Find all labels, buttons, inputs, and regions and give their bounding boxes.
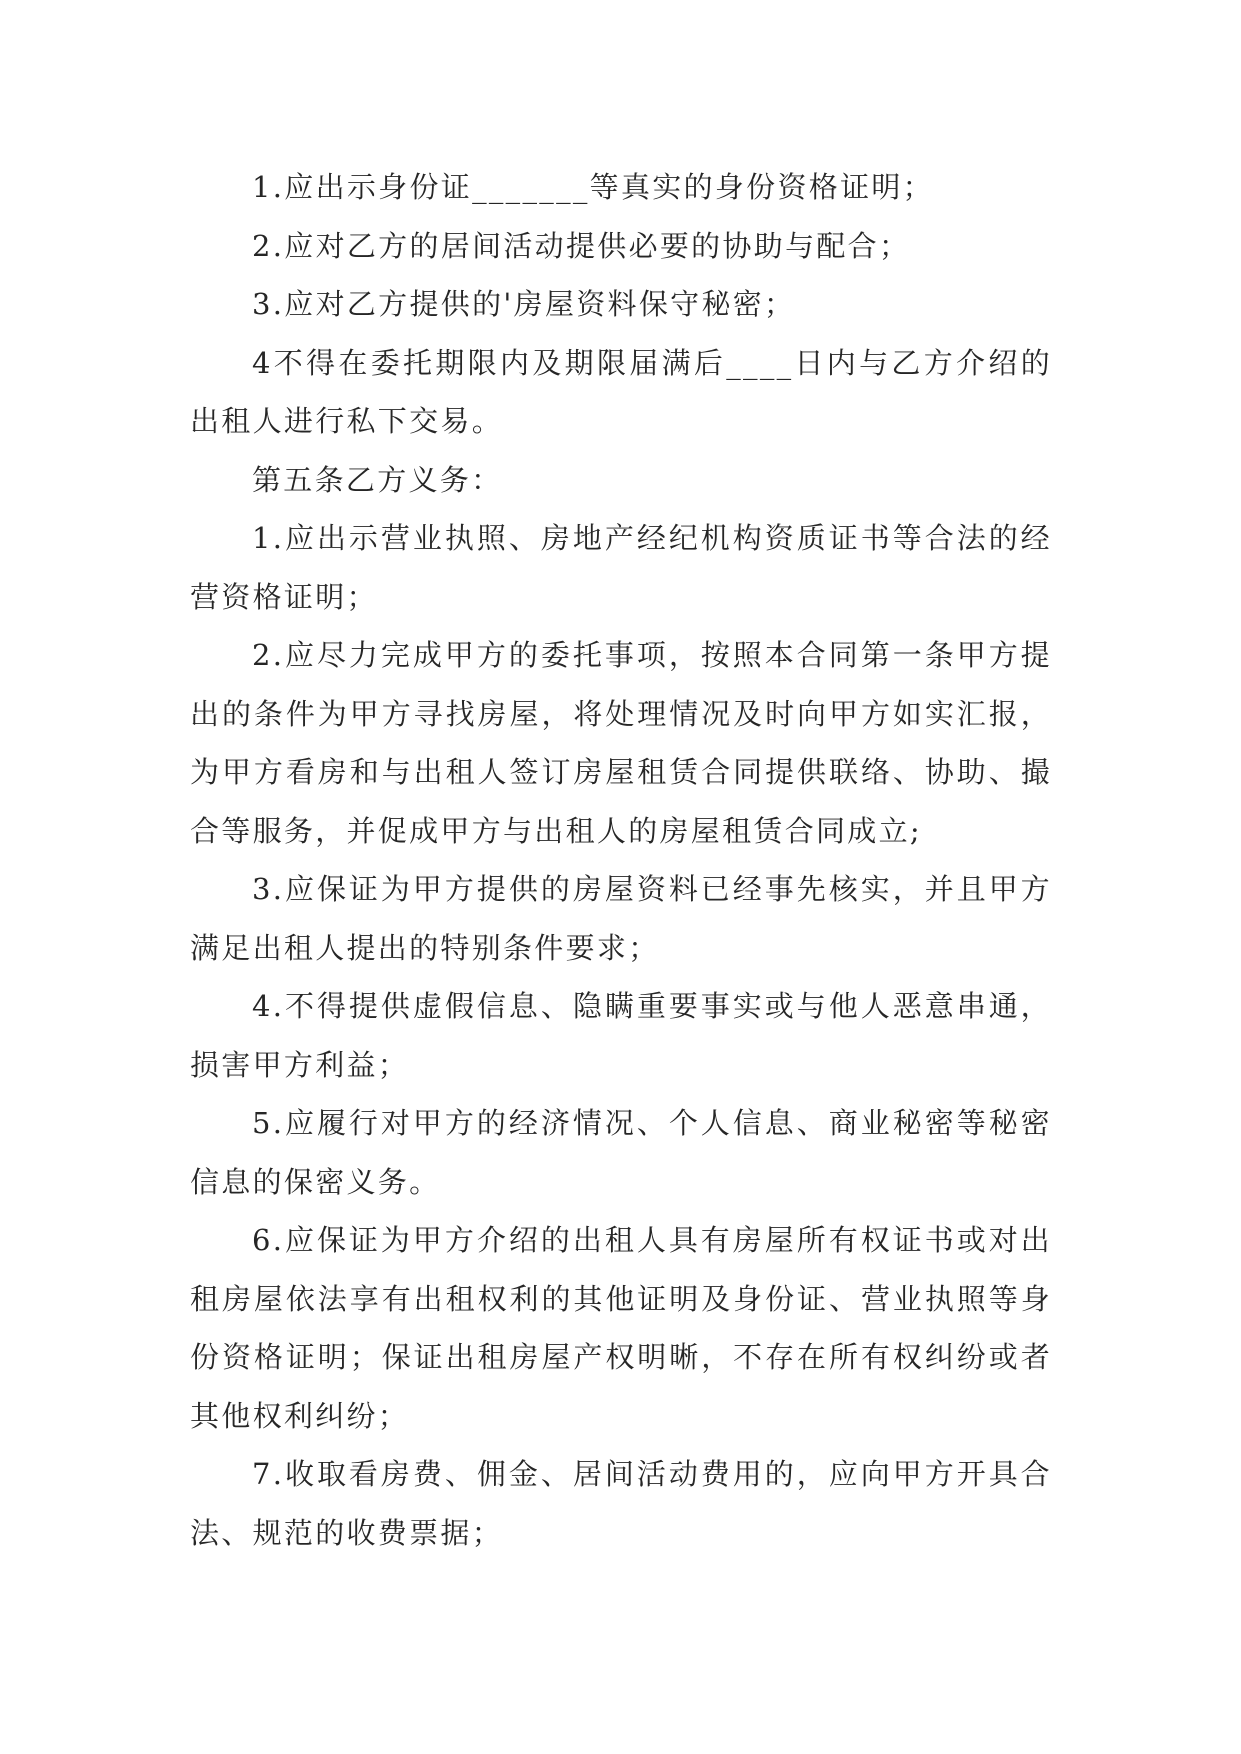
clause-party-a-1: 1.应出示身份证_______等真实的身份资格证明； xyxy=(252,170,934,204)
clause-party-b-3: 3.应保证为甲方提供的房屋资料已经事先核实，并且甲方满足出租人提出的特别条件要求； xyxy=(190,872,1052,965)
clause-party-b-2: 2.应尽力完成甲方的委托事项，按照本合同第一条甲方提出的条件为甲方寻找房屋，将处理情况及时向甲方如实汇报，为甲方看房和与出租人签订房屋租赁合同提供联络、协助、撮合等服务，并促成甲方与出租人的房屋租赁合同成立; xyxy=(190,638,1052,848)
clause-party-a-3: 3.应对乙方提供的'房屋资料保守秘密； xyxy=(252,287,796,321)
clause-party-b-6: 6.应保证为甲方介绍的出租人具有房屋所有权证书或对出租房屋依法享有出租权利的其他证明及身份证、营业执照等身份资格证明；保证出租房屋产权明晰，不存在所有权纠纷或者其他权利纠纷； xyxy=(190,1223,1052,1433)
clause-party-b-5: 5.应履行对甲方的经济情况、个人信息、商业秘密等秘密信息的保密义务。 xyxy=(190,1106,1052,1199)
section-heading-article-5: 第五条乙方义务： xyxy=(252,462,503,497)
clause-party-b-4: 4.不得提供虚假信息、隐瞒重要事实或与他人恶意串通，损害甲方利益； xyxy=(190,989,1052,1082)
clause-party-a-2: 2.应对乙方的居间活动提供必要的协助与配合； xyxy=(252,228,911,263)
clause-party-b-1: 1.应出示营业执照、房地产经纪机构资质证书等合法的经营资格证明； xyxy=(190,521,1052,614)
contract-text xyxy=(190,158,1052,1562)
clause-party-a-4: 4不得在委托期限内及期限届满后____日内与乙方介绍的出租人进行私下交易。 xyxy=(190,345,1052,438)
clause-party-b-7: 7.收取看房费、佣金、居间活动费用的，应向甲方开具合法、规范的收费票据； xyxy=(190,1457,1052,1550)
